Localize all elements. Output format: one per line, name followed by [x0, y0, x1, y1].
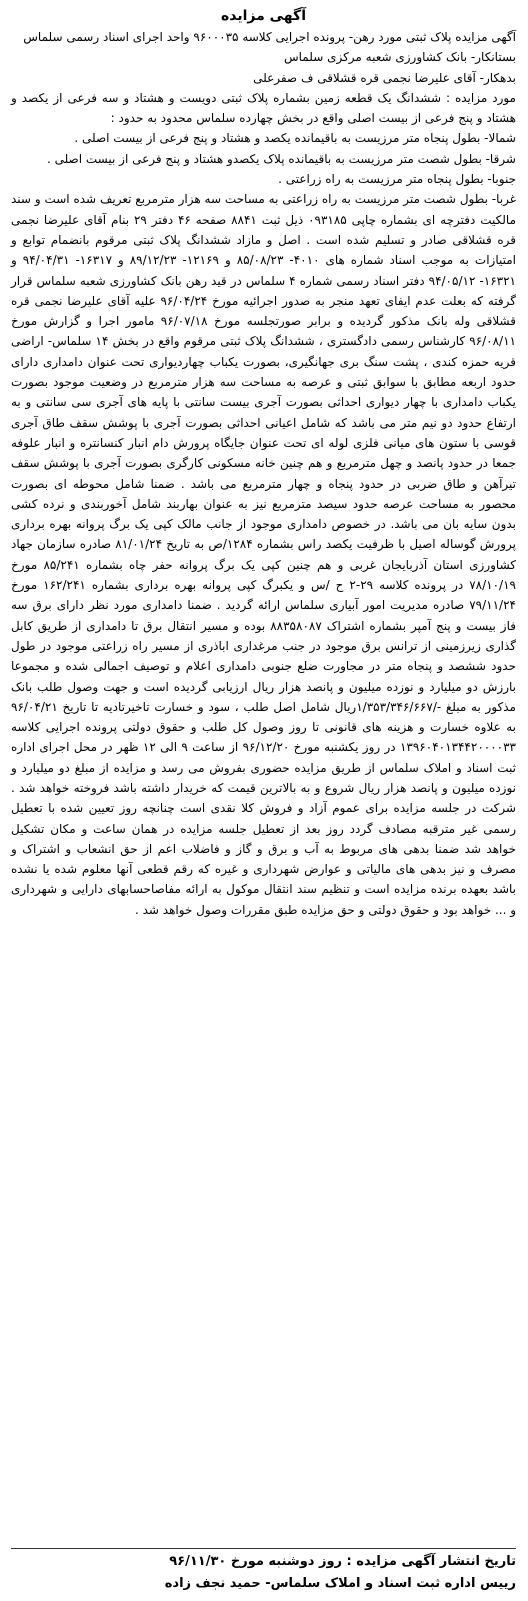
notice-heading-paragraph: آگهی مزایده پلاک ثبتی مورد رهن- پرونده اجرایی کلاسه ۹۶۰۰۰۳۵ واحد اجرای اسناد رسمی سلماس	[23, 30, 516, 44]
creditor-line: بستانکار- بانک کشاورزی شعبه مرکزی سلماس	[283, 50, 516, 65]
debtor-line: بدهکار- آقای علیرضا نجمی قره قشلاقی ف صفرعلی	[253, 70, 516, 85]
auction-subject-paragraph: مورد مزایده : ششدانگ یک قطعه زمین بشماره پلاک ثبتی دویست و هشتاد و سه فرعی از یکصد و هشتاد و پنج فرعی از بیست اصلی واقع در بخش چهارده سلماس محدود به حدود :	[11, 90, 516, 126]
publication-date-line: تاریخ انتشار آگهی مزایده : روز دوشنبه مورخ ۹۶/۱۱/۳۰	[169, 1554, 516, 1569]
footer-divider	[11, 1548, 516, 1549]
notice-footer	[11, 1551, 516, 1595]
notice-body	[11, 27, 516, 920]
notice-title: آگهی مزایده	[220, 8, 306, 24]
south-boundary-line: جنوبا- بطول پنجاه متر مرزیست به راه زراعتی .	[278, 172, 516, 187]
east-boundary-line: شرقا- بطول شصت متر مرزیست به باقیمانده پلاک یکصدو هشتاد و پنج فرعی از بیست اصلی .	[46, 151, 516, 166]
west-boundary-and-details-paragraph: غربا- بطول شصت متر مرزیست به راه زراعتی به مساحت سه هزار مترمربع تعریف شده است و سند مالکیت دفترچه ای بشماره چاپی ۰۹۳۱۸۵ ذیل ثبت ۸۸۴۱ صفحه ۴۶ دفتر ۲۹ بنام آقای علیرضا نجمی قره قشلاقی صادر و تسلیم شده است . اصل و مازاد ششدانگ پلاک ثبتی مرقوم بانضمام توابع و امتیازات به موجب اسناد شماره های ۴۰۱۰- ۸۵/۰۸/۲۳ و ۱۲۱۶۹- ۸۹/۱۲/۲۳ و ۱۶۳۱۷- ۹۴/۰۴/۳۱ و ۱۶۳۲۱- ۹۴/۰۵/۱۲ دفتر اسناد رسمی شماره ۴ سلماس در قید رهن بانک کشاورزی شعبه سلماس قرار گرفته که بعلت عدم ایفای تعهد منجر به صدور اجرائیه مورخ ۹۶/۰۴/۲۴ علیه آقای علیرضا نجمی قره قشلاقی وله بانک مذکور گردیده و برابر صورتجلسه مورخ ۹۶/۰۷/۱۸ مامور اجرا و گزارش مورخ ۹۶/۰۸/۱۱ کارشناس رسمی دادگستری ، ششدانگ پلاک ثبتی مرقوم واقع در بخش ۱۴ سلماس- اراضی قریه حمزه کندی ، پشت سنگ بری جهانگیری، بصورت یکباب چهاردیواری تحت عنوان دامداری دارای حدود اربعه مطابق با سوابق ثبتی و عرصه به مساحت سه هزار مترمربع در وضعیت موجود بصورت یکباب دامداری با چهار دیواری احداثی بصورت آجری بیست سانتی با پایه های آجری سی سانتی و به ارتفاع حدود دو نیم متر می باشد که شامل اعیانی احداثی بصورت آجری با پوشش سقف طاق آجری قوسی با ستون های میانی فلزی لوله ای تحت عنوان جایگاه پرورش دام انبار کنسانتره و انبار علوفه جمعا در حدود پانصد و چهل مترمربع و هم چنین خانه مسکونی کارگری بصورت آجری با پوشش سقف تیرآهن و طاق ضربی در حدود پنجاه و چهار مترمربع می باشد . ضمنا شامل محوطه ای بصورت محصور به مساحت عرصه حدود سیصد مترمربع نیز به عنوان بهاربند شامل آخوربندی و نرده کشی بدون سایه بان می باشد. در خصوص دامداری موجود از جانب مالک کپی یک برگ پروانه بهره برداری پرورش گوساله اصیل با ظرفیت یکصد راس بشماره ۱۲۸۴/ص به تاریخ ۸۱/۰۱/۲۴ صادره سازمان جهاد کشاورزی استان آذربایجان غربی و هم چنین کپی یک برگ پروانه حفر چاه بشماره ۸۵/۲۴۱ مورخ ۷۸/۱۰/۱۹ در پرونده کلاسه ۲۹-۲ ح /س و یکبرگ کپی پروانه بهره برداری بشماره ۱۶۲/۲۴۱ مورخ ۷۹/۱۱/۲۴ صادره مدیریت امور آبیاری سلماس ارائه گردید . ضمنا دامداری مورد نظر دارای برق سه فاز بیست و پنج آمپر بشماره اشتراک ۸۸۳۵۸۰۸۷ بوده و مسیر انتقال برق تا دامداری از طریق کابل گذاری زیرزمینی از ترانس برق موجود در جنب مرغداری اباذری از مسیر راه زراعتی موجود در طول حدود ششصد و پنجاه متر در مجاورت ضلع جنوبی دامداری اعلام و توصیف اجمالی شده و مجموعا بارزش دو میلیارد و نوزده میلیون و پانصد هزار ریال ارزیابی گردیده است و جهت وصول طلب بانک مذکور به مبلغ -/۱/۳۵۳/۳۴۶/۶۶۷ریال شامل اصل طلب ، سود و خسارت تاخیرتادیه تا تاریخ ۹۶/۰۴/۲۱ به علاوه خسارت و هزینه های قانونی تا روز وصول کل طلب و حقوق دولتی پرونده اجرایی کلاسه ۱۳۹۶۰۴۰۱۳۴۴۲۰۰۰۰۳۳ در روز یکشنبه مورخ ۹۶/۱۲/۲۰ از ساعت ۹ الی ۱۲ ظهر در محل اجرای اداره ثبت اسناد و املاک سلماس از طریق مزایده حضوری بفروش می رسد و مزایده از مبلغ دو میلیارد و نوزده میلیون و پانصد هزار ریال شروع و به بالاترین قیمت که خریدار داشته باشد فروخته خواهد شد . شرکت در جلسه مزایده برای عموم آزاد و فروش کلا نقدی است چنانچه روز تعیین شده با تعطیل رسمی غیر مترقبه مصادف گردد روز بعد از تعطیل جلسه مزایده در همان ساعت و مکان تشکیل خواهد شد ضمنا بدهی های مربوط به آب و برق و گاز و فاضلاب اعم از حق انشعاب و اشتراک و مصرف و نیز بدهی های مالیاتی و عوارض شهرداری و غیره که رقم قطعی آنها معلوم شده یا نشده باشد بعهده برنده مزایده است و تنظیم سند انتقال موکول به ارائه مفاصاحسابهای دارایی و شهرداری و ... خواهد بود و حقوق دولتی و حق مزایده طبق مقررات وصول خواهد شد .	[11, 192, 517, 917]
signature-line: رییس اداره ثبت اسناد و املاک سلماس- حمید نجف زاده	[164, 1576, 516, 1591]
north-boundary-line: شمالا- بطول پنجاه متر مرزیست به باقیمانده یکصد و هشتاد و پنج فرعی از بیست اصلی .	[74, 131, 516, 146]
